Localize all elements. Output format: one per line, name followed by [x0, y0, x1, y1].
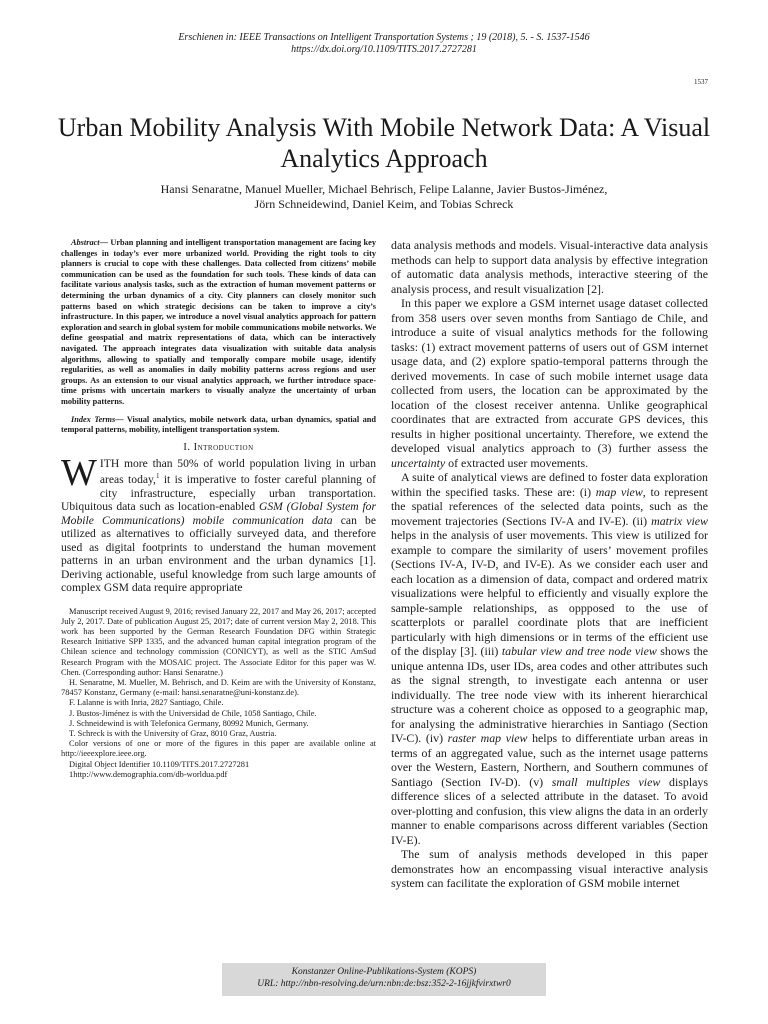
journal-citation: Erschienen in: IEEE Transactions on Intelligent Transportation Systems ; 19 (2018), 5. - S. 1537-1546	[178, 32, 590, 43]
manuscript-note: Manuscript received August 9, 2016; revised January 22, 2017 and May 26, 2017; accepted July 2, 2017. Date of publication August 25, 2017; date of current version May 2, 2018. This work has been supported by the German Research Foundation DFG within Strategic Research Initiative SPP 1335, and the advanced human capital integration program of the Chilean science and technology commission (CONICYT), as well as the STIC AmSud Research Program with the MOSAIC project. The Associate Editor for this paper was W. Chen. (Corresponding author: Hansi Senaratne.)	[61, 606, 376, 677]
abstract	[61, 238, 376, 408]
body-paragraph	[391, 470, 708, 847]
abstract-text: — Urban planning and intelligent transportation management are facing key challenges in today’s ever more urbanized world. Providing the right tools to city planners is crucial to cope with these challenges. Data collected from citizens’ mobile communication can be used as the foundation for such tools. These kinds of data can facilitate various analysis tasks, such as the extraction of human movement patterns or determining the urban dynamics of a city. City planners can closely monitor such patterns based on which strategic decisions can be taken to improve a city’s infrastructure. In this paper, we introduce a novel visual analytics approach for pattern exploration and search in global system for mobile communications mobile networks. We define geospatial and matrix representations of data, which can be interactively navigated. The approach integrates data visualization with suitable data analysis algorithms, allowing to spatially and temporally compare mobile usage, identify regularities, as well as anomalies in daily mobility patterns across regions and user groups. As an extension to our visual analytics approach, we further introduce space-time prisms with uncertain markers to visually analyze the uncertainty of urban mobility patterns.	[61, 238, 376, 406]
index-terms-label: Index Terms	[71, 414, 116, 424]
intro-paragraph	[61, 451, 376, 595]
italic-term: matrix view	[651, 513, 708, 528]
intro-text-2: it is imperative to foster careful planning of city infrastructure, especially urban transportation. Ubiquitous data such as location-enabled	[61, 473, 376, 514]
abstract-label: Abstract	[71, 238, 100, 247]
left-column	[61, 238, 376, 780]
doi-note: Digital Object Identifier 10.1109/TITS.2017.2727281	[69, 759, 250, 769]
repository-footer	[222, 963, 546, 996]
section-number: I.	[183, 441, 191, 453]
index-terms-text: — Visual analytics, mobile network data, urban dynamics, spatial and temporal patterns, mobility, intelligent transportation system.	[61, 414, 376, 435]
url-footnote: 1http://www.demographia.com/db-worldua.pdf	[69, 769, 228, 779]
repository-url[interactable]: URL: http://nbn-resolving.de/urn:nbn:de:bsz:352-2-16jjkfvirxtwr0	[257, 979, 511, 989]
right-column	[391, 238, 708, 891]
affiliation-note: J. Schneidewind is with Telefonica Germany, 80992 Munich, Germany.	[69, 718, 309, 728]
body-paragraph: The sum of analysis methods developed in this paper demonstrates how an encompassing visual interactive analysis system can facilitate the exploration of GSM mobile internet	[391, 847, 708, 890]
doi-link[interactable]: https://dx.doi.org/10.1109/TITS.2017.2727281	[291, 44, 477, 55]
intro-italic-term: GSM (Global System for Mobile Communications) mobile communication data	[61, 500, 376, 527]
italic-term: map view	[595, 484, 643, 499]
authors-line-2: Jörn Schneidewind, Daniel Keim, and Tobias Schreck	[254, 197, 514, 211]
italic-term: raster map view	[447, 731, 528, 745]
author-list	[40, 182, 728, 212]
footnote-mark: 1	[155, 472, 160, 481]
drop-cap: W	[61, 451, 97, 494]
journal-header	[0, 32, 768, 56]
affiliation-note: T. Schreck is with the University of Graz, 8010 Graz, Austria.	[69, 728, 277, 738]
body-text: helps in the analysis of user movements. This view is utilized for example to compare the similarity of users’ movement profiles (Sections IV-A, IV-D, and IV-E). As we consider each user and each location as a dimension of data, compact and ordered matrix visualizations were helpful to efficiently and visually explore the sample-sample relationships, as oppposed to the use of scatterplots or parallel coordinate plots that are inefficient particularly with high dimensions or in terms of the efficient use of the display [3]. (iii)	[391, 528, 708, 658]
body-text: helps to differentiate urban areas in terms of an aggregated value, such as the internet usage patterns over the Western, Eastern, Northern, and Southern communes of Santiago (Section IV-D). (v)	[391, 731, 708, 789]
section-heading	[61, 441, 376, 455]
body-paragraph: data analysis methods and models. Visual-interactive data analysis methods can help to support data analysis by effective integration of automatic data analysis methods, interactive steering of the analysis process, and result visualization [2].	[391, 238, 708, 296]
paper-title: Urban Mobility Analysis With Mobile Network Data: A Visual Analytics Approach	[57, 113, 711, 173]
italic-term: uncertainty	[391, 455, 446, 470]
body-text: In this paper we explore a GSM internet usage dataset collected from 358 users over seven months from Santiago de Chile, and introduce a suite of visual analytics methods for the following tasks: (1) extract movement patterns of users out of GSM internet usage data, and (2) explore spatio-temporal patterns through the derived movements. In case of such mobile internet usage data collected from users, the location can be approximated by the location of the closest receiver antenna. Unlike geographical coordinates that are extracted from accurate GPS devices, this results in higher positional uncertainty. Therefore, we extend the developed visual analytics approach to (3) further assess the	[391, 296, 708, 455]
italic-term: tabular view and tree node view	[501, 644, 657, 658]
repository-name: Konstanzer Online-Publikations-System (KOPS)	[291, 967, 477, 977]
intro-text-3: can be utilized as alternatives to officially surveyed data, and therefore used as digital footprints to understand the human movement patterns in an urban environment and the urban dynamics [1]. Deriving actionable, useful knowledge from such large amounts of complex GSM data require appropriate	[61, 513, 376, 595]
page-number: 1537	[694, 78, 708, 86]
body-text: of extracted user movements.	[445, 455, 589, 470]
section-title: Introduction	[193, 441, 254, 453]
body-text: , to represent the spatial references of the selected data points, such as the movement trajectories (Sections IV-A and IV-E). (ii)	[391, 484, 708, 528]
index-terms	[61, 415, 376, 436]
footnotes	[61, 607, 376, 780]
affiliation-note: F. Lalanne is with Inria, 2827 Santiago, Chile.	[69, 698, 224, 708]
body-text: A suite of analytical views are defined to foster data exploration within the specified tasks. These are: (i)	[391, 470, 708, 499]
italic-term: small multiples view	[551, 774, 661, 789]
body-text: displays difference slices of a selected attribute in the dataset. To avoid over-plotting and confusion, this view aligns the data in an orderly manner to enable comparisons across different variables (Section IV-E).	[391, 774, 708, 847]
color-versions-note: Color versions of one or more of the figures in this paper are available online at http://ieeexplore.ieee.org.	[61, 739, 376, 759]
authors-line-1: Hansi Senaratne, Manuel Mueller, Michael Behrisch, Felipe Lalanne, Javier Bustos-Jiménez,	[160, 182, 608, 196]
intro-text-1: ITH more than 50% of world population living in urban areas today,	[99, 456, 376, 487]
affiliation-note: H. Senaratne, M. Mueller, M. Behrisch, and D. Keim are with the University of Konstanz, 78457 Konstanz, Germany (e-mail: hansi.senaratne@uni-konstanz.de).	[61, 677, 376, 698]
body-text: shows the unique antenna IDs, user IDs, area codes and other attributes such as the signal strength, to investigate each antenna or user individually. The tree node view with its inherent hierarchical structure was a coherent choice as opposed to a geographic map, for analysing the administrative hierarchies in Santiago (Section IV-C). (iv)	[391, 644, 709, 745]
affiliation-note: J. Bustos-Jiménez is with the Universidad de Chile, 1058 Santiago, Chile.	[69, 708, 317, 718]
body-paragraph	[391, 296, 708, 470]
